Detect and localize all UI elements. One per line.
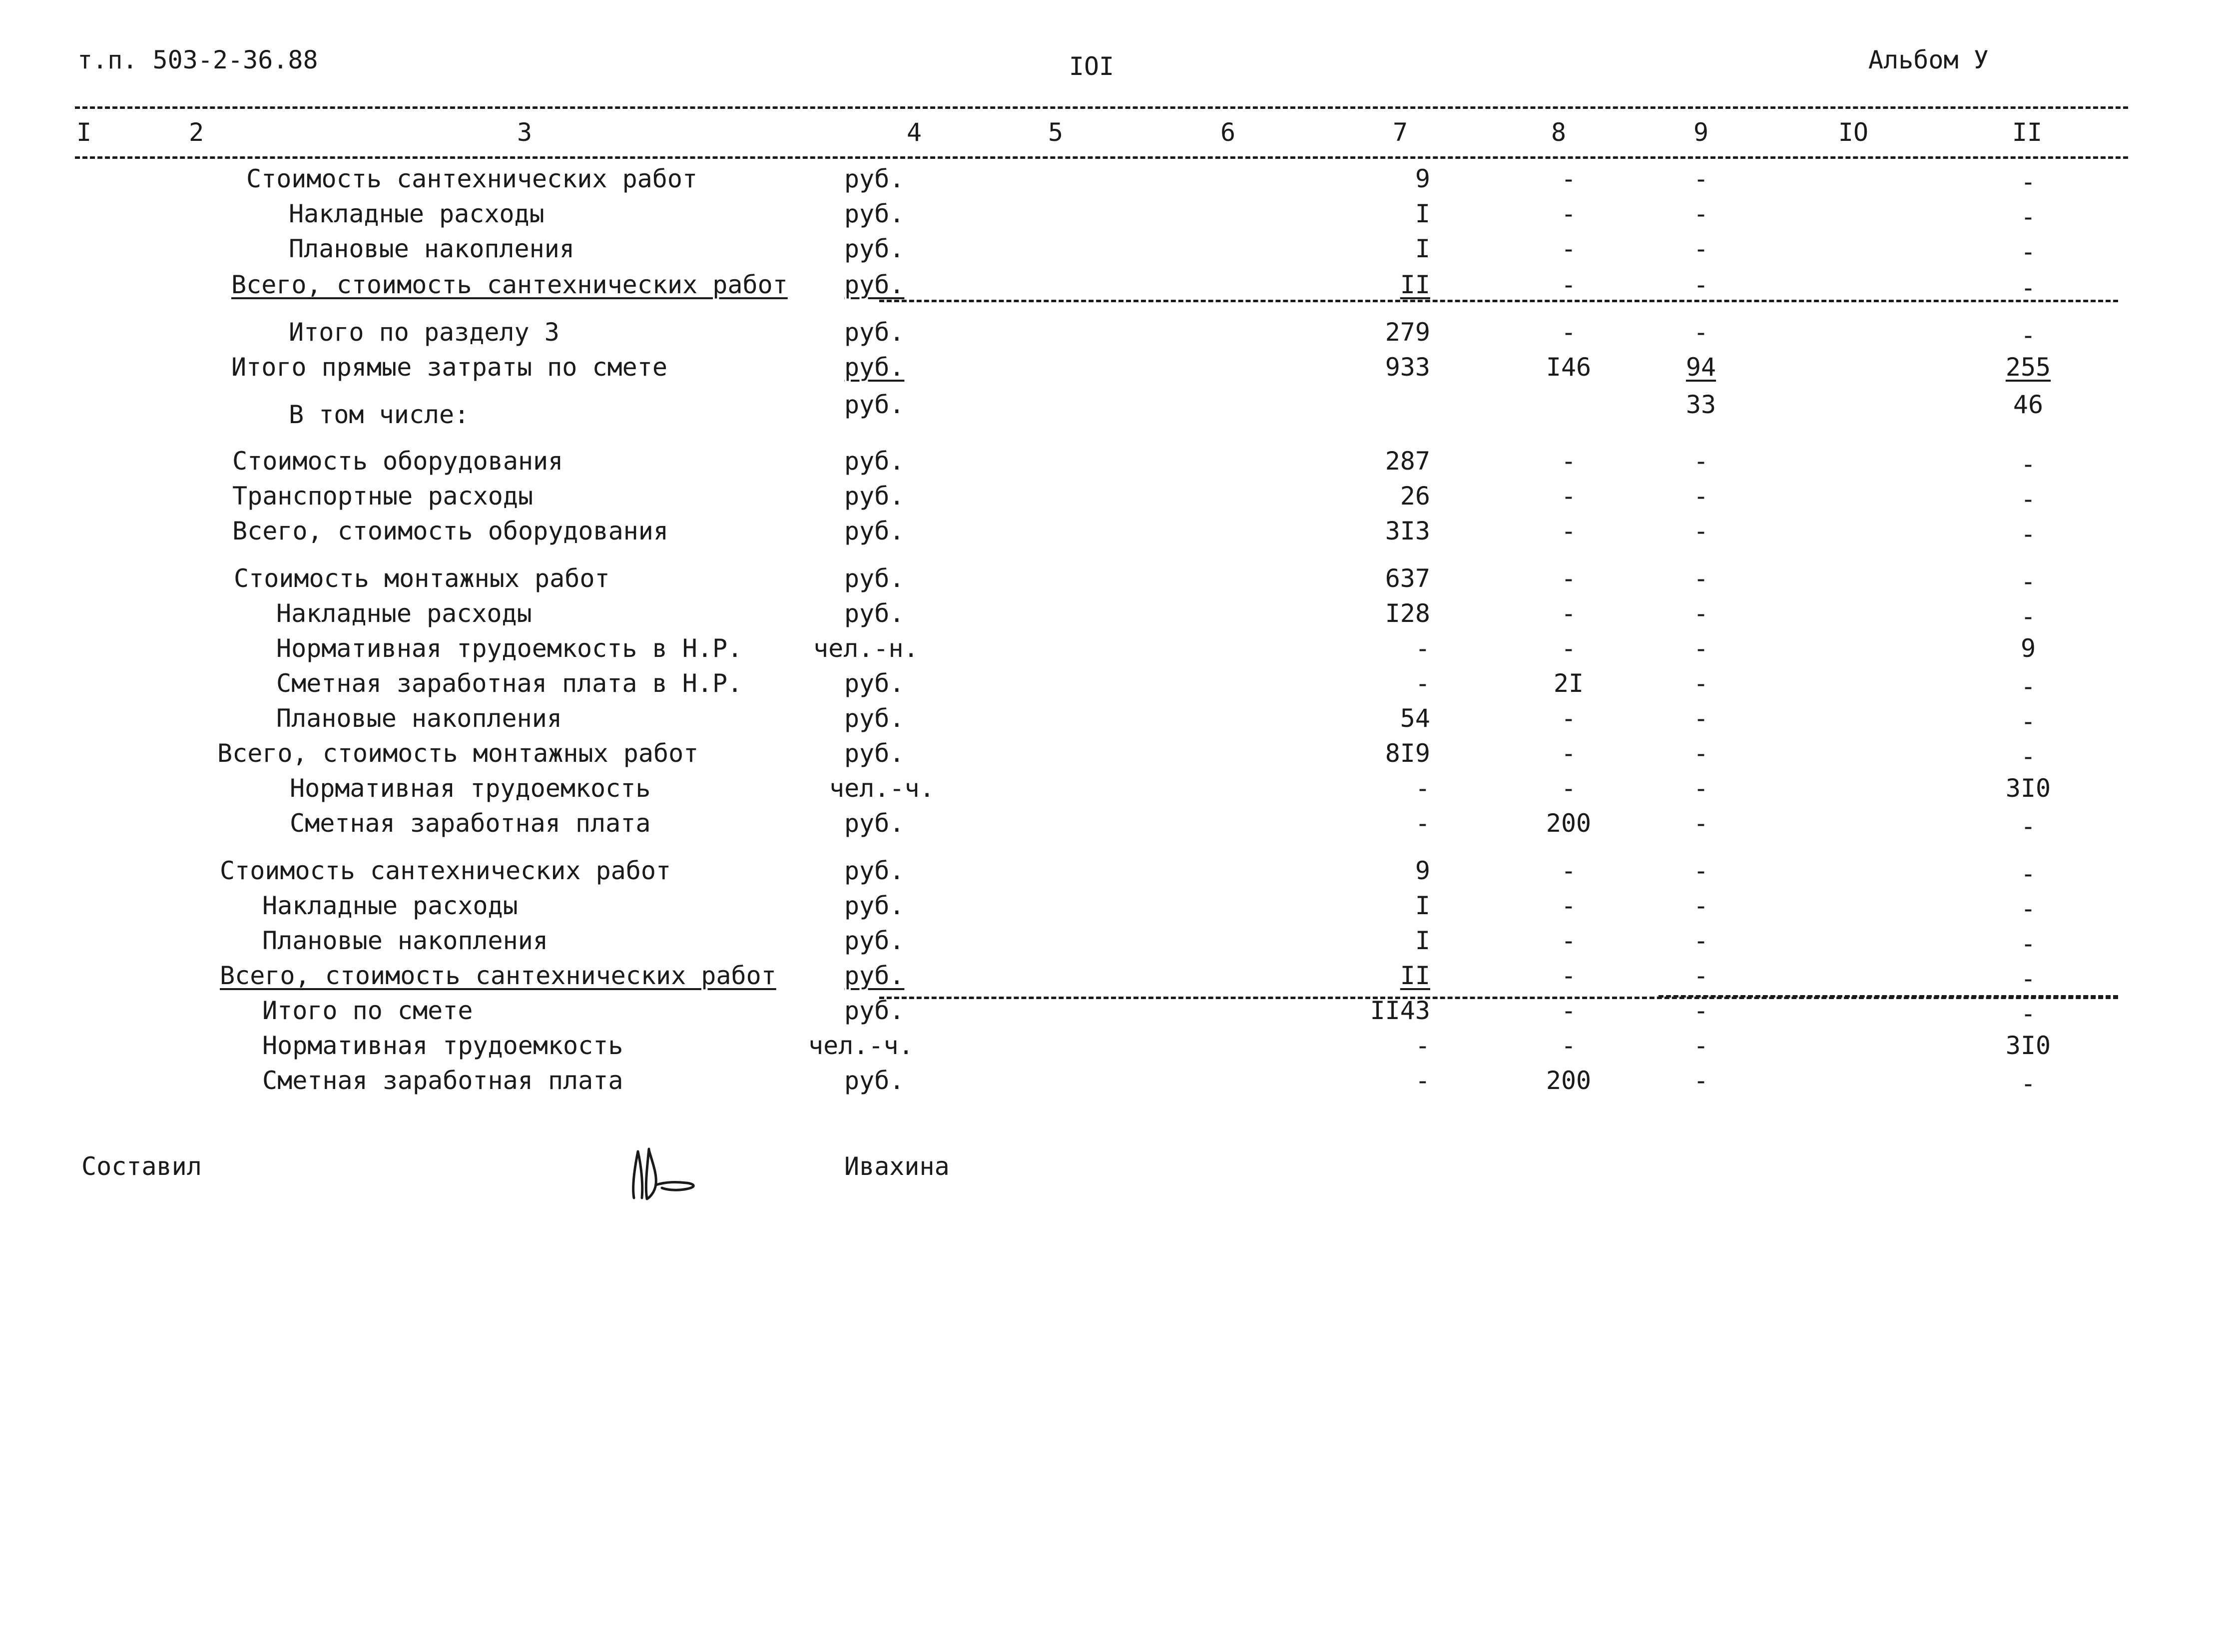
cell-col11: 46 bbox=[2013, 390, 2044, 419]
cell-col11: - bbox=[2020, 672, 2036, 701]
col-header-10: IO bbox=[1838, 118, 1869, 147]
cell-col11: 3I0 bbox=[2005, 774, 2051, 803]
row-unit: руб. bbox=[844, 599, 905, 628]
row-unit: руб. bbox=[844, 996, 905, 1025]
row-name: Всего, стоимость сантехнических работ bbox=[220, 961, 776, 990]
cell-col11: - bbox=[2020, 273, 2036, 302]
cell-col8: - bbox=[1561, 856, 1577, 885]
cell-col8: - bbox=[1561, 891, 1577, 920]
compiled-label: Составил bbox=[81, 1152, 202, 1181]
cell-col11: - bbox=[2020, 742, 2036, 771]
cell-col9: - bbox=[1693, 891, 1709, 920]
cell-col9: - bbox=[1693, 199, 1709, 228]
row-unit: руб. bbox=[844, 353, 905, 382]
row-unit: руб. bbox=[844, 669, 905, 698]
cell-col9: - bbox=[1693, 517, 1709, 546]
cell-col9: - bbox=[1693, 704, 1709, 733]
cell-col8: - bbox=[1561, 482, 1577, 511]
compiler-name: Ивахина bbox=[844, 1152, 950, 1181]
cell-col8: - bbox=[1561, 199, 1577, 228]
cell-col9: - bbox=[1693, 270, 1709, 299]
row-unit: чел.-н. bbox=[813, 634, 919, 663]
row-unit: руб. bbox=[844, 926, 905, 955]
cell-col11: - bbox=[2020, 567, 2036, 596]
row-name: Итого по смете bbox=[262, 996, 473, 1025]
cell-col9: 94 bbox=[1685, 353, 1716, 382]
cell-col9: - bbox=[1693, 856, 1709, 885]
header-top-rule bbox=[75, 106, 2128, 109]
cell-col11: - bbox=[2020, 894, 2036, 923]
cell-col9: - bbox=[1693, 809, 1709, 838]
cell-col8: - bbox=[1561, 996, 1577, 1025]
cell-col11: - bbox=[2020, 450, 2036, 479]
cell-col11: - bbox=[2020, 1069, 2036, 1098]
row-name: Итого по разделу 3 bbox=[289, 318, 559, 347]
subtotal-rule-1 bbox=[879, 300, 2118, 302]
cell-col7: 26 bbox=[1400, 482, 1430, 511]
row-name: Нормативная трудоемкость bbox=[290, 774, 651, 803]
cell-col9: - bbox=[1693, 234, 1709, 263]
cell-col11: - bbox=[2020, 520, 2036, 549]
cell-col7: 933 bbox=[1385, 353, 1430, 382]
row-unit: руб. bbox=[844, 517, 905, 546]
row-unit: руб. bbox=[844, 564, 905, 593]
cell-col7: I bbox=[1415, 891, 1430, 920]
cell-col11: - bbox=[2020, 707, 2036, 736]
cell-col8: - bbox=[1561, 634, 1577, 663]
col-header-1: I bbox=[76, 118, 92, 147]
row-name: Накладные расходы bbox=[289, 199, 545, 228]
cell-col7: 279 bbox=[1385, 318, 1430, 347]
col-header-5: 5 bbox=[1048, 118, 1064, 147]
cell-col7: 637 bbox=[1385, 564, 1430, 593]
cell-col9: - bbox=[1693, 996, 1709, 1025]
row-name: Нормативная трудоемкость bbox=[262, 1031, 623, 1060]
doc-id: т.п. 503-2-36.88 bbox=[77, 45, 318, 74]
row-unit: руб. bbox=[844, 739, 905, 768]
cell-col9: - bbox=[1693, 599, 1709, 628]
cell-col8: - bbox=[1561, 704, 1577, 733]
signature bbox=[627, 1139, 707, 1209]
cell-col8: - bbox=[1561, 234, 1577, 263]
row-unit: руб. bbox=[844, 234, 905, 263]
cell-col11: 3I0 bbox=[2005, 1031, 2051, 1060]
cell-col11: - bbox=[2020, 929, 2036, 958]
cell-col8: - bbox=[1561, 599, 1577, 628]
row-name: Плановые накопления bbox=[276, 704, 562, 733]
row-name: Стоимость оборудования bbox=[232, 447, 563, 476]
row-name: Стоимость сантехнических работ bbox=[220, 856, 671, 885]
row-unit: руб. bbox=[844, 809, 905, 838]
row-name: Сметная заработная плата bbox=[262, 1066, 623, 1095]
cell-col9: - bbox=[1693, 926, 1709, 955]
cell-col7: II bbox=[1400, 270, 1430, 299]
cell-col7: 54 bbox=[1400, 704, 1430, 733]
cell-col7: 8I9 bbox=[1385, 739, 1430, 768]
cell-col7: I bbox=[1415, 926, 1430, 955]
cell-col9: - bbox=[1693, 164, 1709, 193]
row-name: Стоимость сантехнических работ bbox=[246, 164, 698, 193]
cell-col9: 33 bbox=[1685, 390, 1716, 419]
cell-col8: - bbox=[1561, 318, 1577, 347]
row-unit: руб. bbox=[844, 856, 905, 885]
cell-col8: 2I bbox=[1553, 669, 1584, 698]
row-name: В том числе: bbox=[289, 400, 470, 429]
row-name: Всего, стоимость сантехнических работ bbox=[231, 270, 788, 299]
col-header-3: 3 bbox=[517, 118, 533, 147]
cell-col7: 9 bbox=[1415, 856, 1430, 885]
cell-col8: - bbox=[1561, 739, 1577, 768]
row-unit: руб. bbox=[844, 164, 905, 193]
row-unit: руб. bbox=[844, 270, 905, 299]
cell-col9: - bbox=[1693, 739, 1709, 768]
row-unit: руб. bbox=[844, 704, 905, 733]
cell-col9: - bbox=[1693, 447, 1709, 476]
cell-col11: - bbox=[2020, 602, 2036, 631]
col-header-8: 8 bbox=[1551, 118, 1567, 147]
row-unit: руб. bbox=[844, 390, 905, 419]
row-name: Плановые накопления bbox=[289, 234, 574, 263]
cell-col8: 200 bbox=[1546, 809, 1592, 838]
cell-col11: - bbox=[2020, 812, 2036, 841]
cell-col8: - bbox=[1561, 961, 1577, 990]
row-name: Плановые накопления bbox=[262, 926, 548, 955]
cell-col7: - bbox=[1415, 1031, 1430, 1060]
row-unit: руб. bbox=[844, 199, 905, 228]
row-name: Итого прямые затраты по смете bbox=[231, 353, 667, 382]
cell-col9: - bbox=[1693, 961, 1709, 990]
cell-col11: 9 bbox=[2020, 634, 2036, 663]
cell-col11: - bbox=[2020, 167, 2036, 196]
cell-col7: 287 bbox=[1385, 447, 1430, 476]
cell-col7: - bbox=[1415, 1066, 1430, 1095]
col-header-4: 4 bbox=[906, 118, 922, 147]
row-unit: руб. bbox=[844, 447, 905, 476]
cell-col11: - bbox=[2020, 999, 2036, 1028]
cell-col7: - bbox=[1415, 634, 1430, 663]
cell-col8: - bbox=[1561, 774, 1577, 803]
row-unit: руб. bbox=[844, 1066, 905, 1095]
cell-col7: 3I3 bbox=[1385, 517, 1430, 546]
cell-col9: - bbox=[1693, 669, 1709, 698]
cell-col11: 255 bbox=[2005, 353, 2051, 382]
cell-col7: - bbox=[1415, 669, 1430, 698]
cell-col7: I bbox=[1415, 234, 1430, 263]
cell-col8: - bbox=[1561, 164, 1577, 193]
cell-col8: - bbox=[1561, 447, 1577, 476]
cell-col9: - bbox=[1693, 564, 1709, 593]
cell-col9: - bbox=[1693, 1066, 1709, 1095]
cell-col7: I28 bbox=[1385, 599, 1430, 628]
cell-col8: I46 bbox=[1546, 353, 1592, 382]
cell-col8: - bbox=[1561, 517, 1577, 546]
cell-col9: - bbox=[1693, 774, 1709, 803]
cell-col11: - bbox=[2020, 321, 2036, 350]
cell-col11: - bbox=[2020, 485, 2036, 514]
cell-col9: - bbox=[1693, 1031, 1709, 1060]
cell-col11: - bbox=[2020, 859, 2036, 888]
cell-col8: - bbox=[1561, 1031, 1577, 1060]
col-header-7: 7 bbox=[1392, 118, 1408, 147]
cell-col9: - bbox=[1693, 318, 1709, 347]
cell-col8: - bbox=[1561, 564, 1577, 593]
cell-col8: - bbox=[1561, 926, 1577, 955]
row-unit: руб. bbox=[844, 961, 905, 990]
row-name: Нормативная трудоемкость в Н.Р. bbox=[276, 634, 743, 663]
subtotal-rule-2b bbox=[1659, 995, 2118, 998]
cell-col7: 9 bbox=[1415, 164, 1430, 193]
cell-col8: - bbox=[1561, 270, 1577, 299]
cell-col11: - bbox=[2020, 237, 2036, 266]
cell-col11: - bbox=[2020, 202, 2036, 231]
cell-col7: - bbox=[1415, 774, 1430, 803]
row-unit: чел.-ч. bbox=[808, 1031, 914, 1060]
album-label: Альбом У bbox=[1868, 45, 1989, 74]
cell-col7: - bbox=[1415, 809, 1430, 838]
row-unit: чел.-ч. bbox=[829, 774, 935, 803]
cell-col7: II bbox=[1400, 961, 1430, 990]
row-name: Транспортные расходы bbox=[232, 482, 534, 511]
col-header-6: 6 bbox=[1220, 118, 1236, 147]
row-name: Всего, стоимость монтажных работ bbox=[217, 739, 699, 768]
cell-col11: - bbox=[2020, 964, 2036, 993]
row-unit: руб. bbox=[844, 891, 905, 920]
row-unit: руб. bbox=[844, 318, 905, 347]
cell-col8: 200 bbox=[1546, 1066, 1592, 1095]
row-name: Стоимость монтажных работ bbox=[234, 564, 610, 593]
cell-col7: II43 bbox=[1370, 996, 1430, 1025]
page-number: IOI bbox=[1069, 52, 1114, 81]
row-name: Накладные расходы bbox=[276, 599, 532, 628]
row-unit: руб. bbox=[844, 482, 905, 511]
cell-col7: I bbox=[1415, 199, 1430, 228]
header-bottom-rule bbox=[75, 156, 2128, 159]
col-header-2: 2 bbox=[188, 118, 204, 147]
cell-col9: - bbox=[1693, 482, 1709, 511]
col-header-11: II bbox=[2012, 118, 2043, 147]
row-name: Сметная заработная плата bbox=[290, 809, 651, 838]
col-header-9: 9 bbox=[1693, 118, 1709, 147]
cell-col9: - bbox=[1693, 634, 1709, 663]
row-name: Сметная заработная плата в Н.Р. bbox=[276, 669, 743, 698]
row-name: Всего, стоимость оборудования bbox=[232, 517, 668, 546]
row-name: Накладные расходы bbox=[262, 891, 518, 920]
